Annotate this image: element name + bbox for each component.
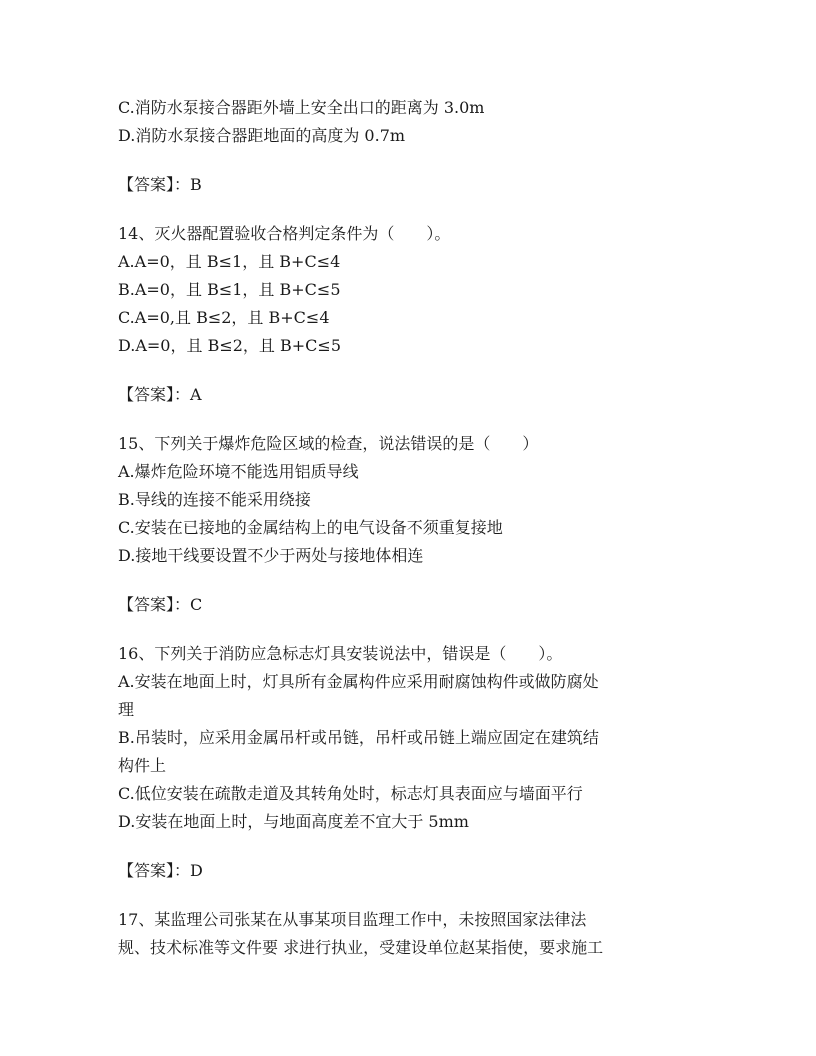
- question-16-option-b: B.吊装时，应采用金属吊杆或吊链，吊杆或吊链上端应固定在建筑结: [118, 728, 599, 747]
- question-16-option-a-cont: 理: [118, 700, 135, 719]
- question-14-answer: 【答案】：A: [118, 385, 202, 404]
- question-16-option-b-cont: 构件上: [118, 756, 167, 775]
- option-c: C.消防水泵接合器距外墙上安全出口的距离为 3.0m: [118, 98, 485, 117]
- question-15-stem: 15、下列关于爆炸危险区域的检查，说法错误的是（ ）: [118, 434, 539, 453]
- question-16-option-a: A.安装在地面上时，灯具所有金属构件应采用耐腐蚀构件或做防腐处: [118, 672, 599, 691]
- question-15-option-a: A.爆炸危险环境不能选用铝质导线: [118, 462, 359, 481]
- question-15-option-d: D.接地干线要设置不少于两处与接地体相连: [118, 546, 424, 565]
- question-16-option-d: D.安装在地面上时，与地面高度差不宜大于 5mm: [118, 812, 469, 831]
- question-17-stem-cont: 规、技术标准等文件要 求进行执业，受建设单位赵某指使，要求施工: [118, 938, 604, 957]
- question-15-option-b: B.导线的连接不能采用绕接: [118, 490, 311, 509]
- question-17-stem: 17、某监理公司张某在从事某项目监理工作中，未按照国家法律法: [118, 910, 587, 929]
- question-16-option-c: C.低位安装在疏散走道及其转角处时，标志灯具表面应与墙面平行: [118, 784, 583, 803]
- document-page: [118, 94, 708, 962]
- option-d: D.消防水泵接合器距地面的高度为 0.7m: [118, 126, 406, 145]
- question-16-stem: 16、下列关于消防应急标志灯具安装说法中，错误是（ ）。: [118, 644, 563, 663]
- question-14-option-c: C.A=0,且 B≤2，且 B+C≤4: [118, 308, 330, 327]
- question-15-answer: 【答案】：C: [118, 595, 203, 614]
- question-16-answer: 【答案】：D: [118, 861, 203, 880]
- answer-line: 【答案】：B: [118, 175, 202, 194]
- question-14-stem: 14、灭火器配置验收合格判定条件为（ ）。: [118, 224, 451, 243]
- question-15-option-c: C.安装在已接地的金属结构上的电气设备不须重复接地: [118, 518, 503, 537]
- question-14-option-b: B.A=0，且 B≤1，且 B+C≤5: [118, 280, 341, 299]
- question-14-option-a: A.A=0，且 B≤1，且 B+C≤4: [118, 252, 341, 271]
- question-14-option-d: D.A=0，且 B≤2，且 B+C≤5: [118, 336, 341, 355]
